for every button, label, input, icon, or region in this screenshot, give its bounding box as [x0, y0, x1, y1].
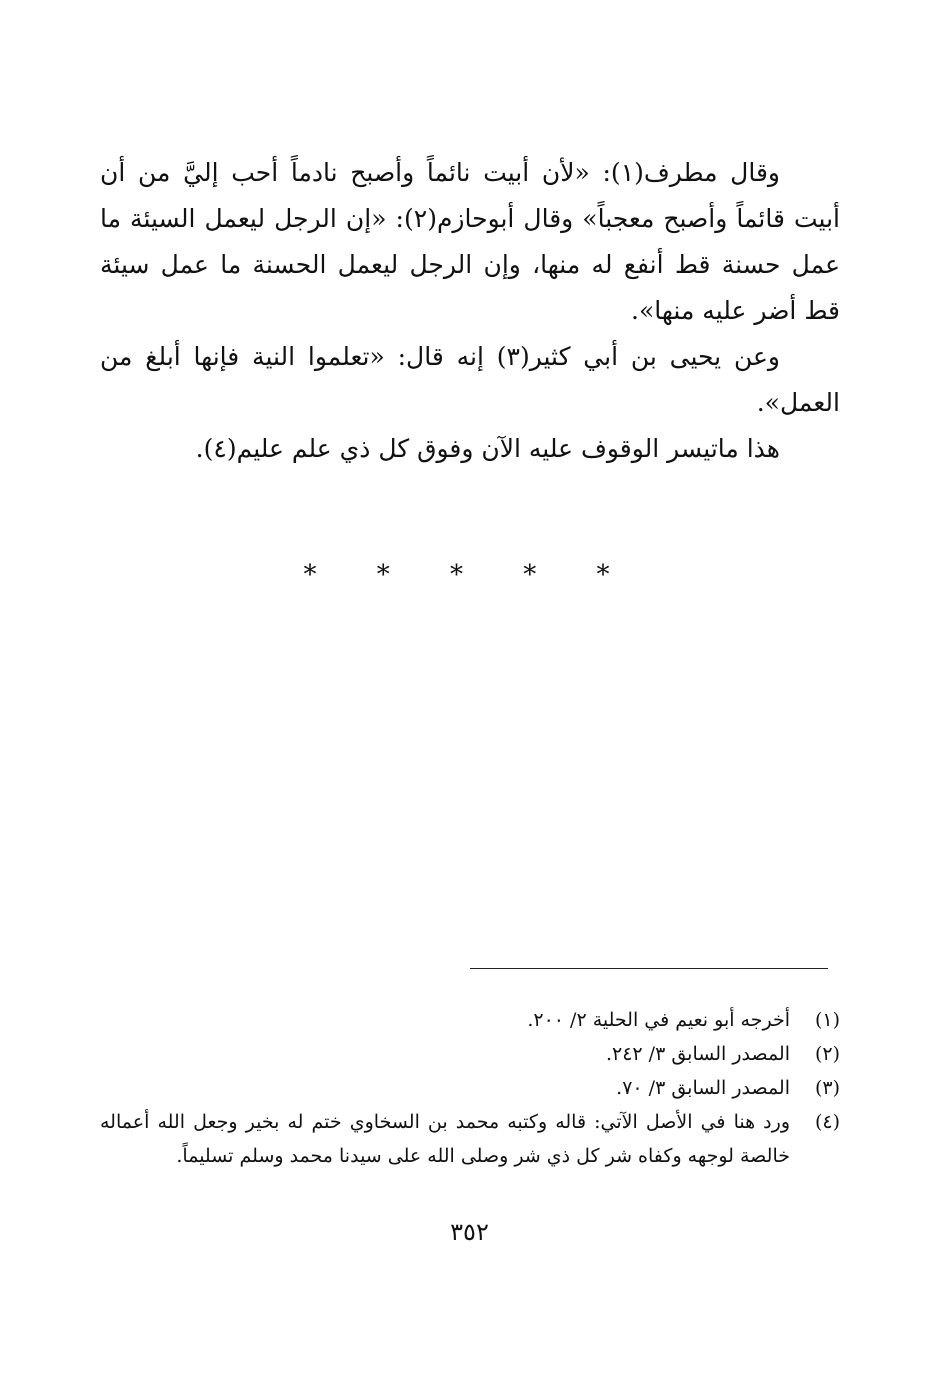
- footnote-number: (٤): [814, 1111, 840, 1133]
- footnote-text: أخرجه أبو نعيم في الحلية ٢/ ٢٠٠.: [527, 1009, 790, 1031]
- page-number: ٣٥٢: [450, 1218, 489, 1246]
- footnote-text: المصدر السابق ٣/ ٧٠.: [616, 1077, 790, 1099]
- paragraph-1: وقال مطرف(١): «لأن أبيت نائماً وأصبح نادماً أحب إليَّ من أن أبيت قائماً وأصبح معجباً» وقال أبوحازم(٢): «إن الرجل ليعمل السيئة ما عمل حسنة قط أنفع له منها، وإن الرجل ليعمل الحسنة ما عمل سيئة قط أضر عليه منها».: [100, 158, 840, 325]
- footnote-text: ورد هنا في الأصل الآتي: قاله وكتبه محمد بن السخاوي ختم له بخير وجعل الله أعماله خالصة لوجهه وكفاه شر كل ذي شر وصلى الله على سيدنا محمد وسلم تسليماً.: [100, 1111, 790, 1167]
- section-separator: * * * * *: [303, 560, 636, 590]
- main-text: [100, 150, 840, 472]
- footnote-number: (١): [814, 1009, 840, 1031]
- footnote-number: (٣): [814, 1077, 840, 1099]
- footnote-2: [100, 1037, 840, 1071]
- footnote-4: [100, 1105, 840, 1173]
- footnote-number: (٢): [814, 1043, 840, 1065]
- footnote-1: [100, 1003, 840, 1037]
- footnote-text: المصدر السابق ٣/ ٢٤٢.: [605, 1043, 790, 1065]
- paragraph-2: وعن يحيى بن أبي كثير(٣) إنه قال: «تعلموا النية فإنها أبلغ من العمل».: [100, 342, 840, 417]
- paragraph-3: هذا ماتيسر الوقوف عليه الآن وفوق كل ذي علم عليم(٤).: [195, 434, 780, 463]
- footnote-divider: [470, 968, 828, 969]
- footnote-3: [100, 1071, 840, 1105]
- footnotes: [100, 1003, 840, 1173]
